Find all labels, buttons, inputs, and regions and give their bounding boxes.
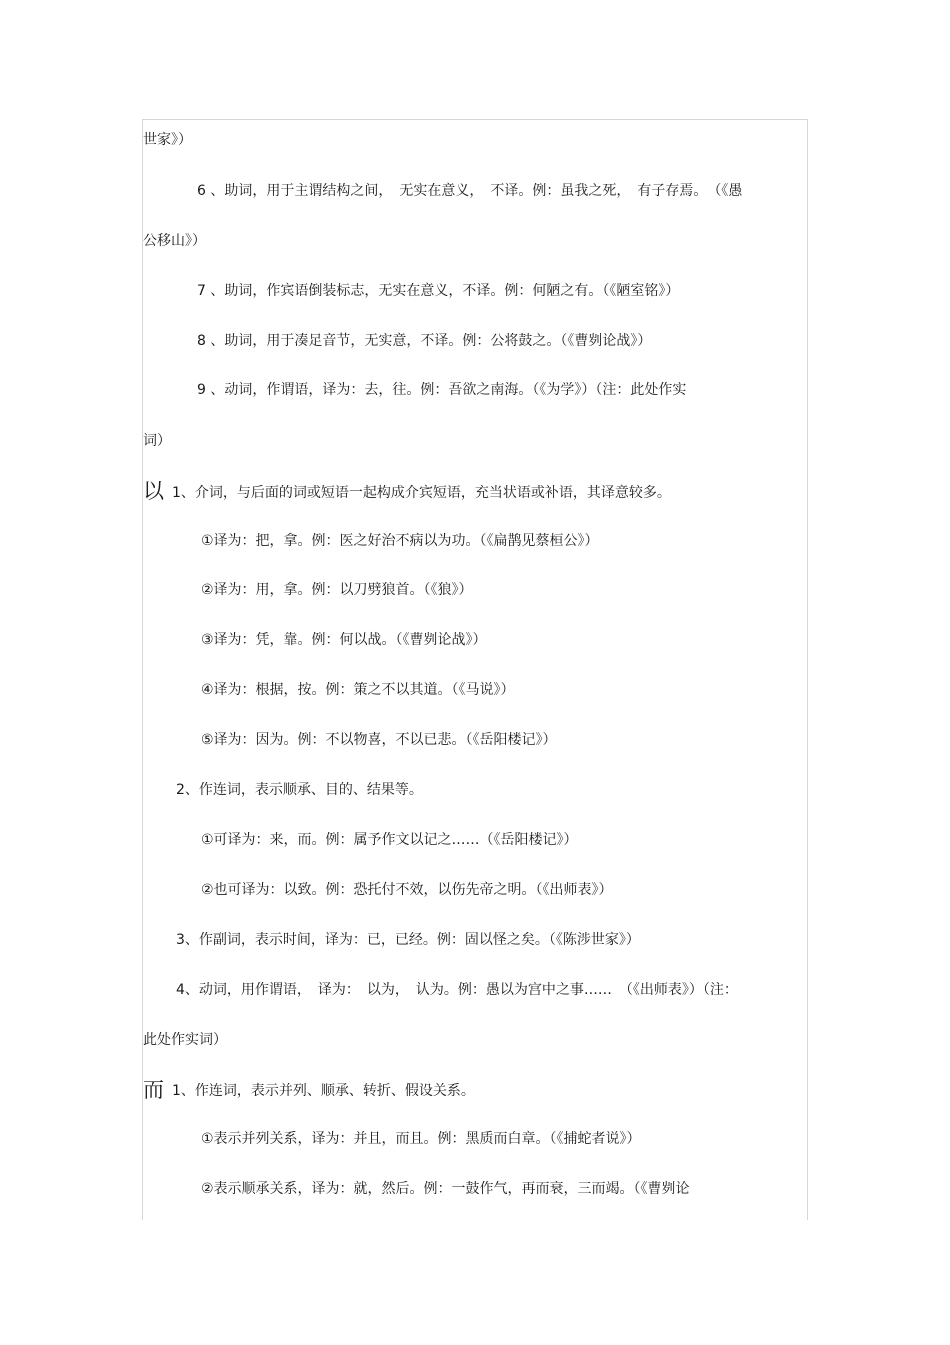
text-line: 3、作副词，表示时间，译为：已，已经。例：固以怪之矣。（《陈涉世家》） (176, 932, 640, 948)
text-line: 1、介词，与后面的词或短语一起构成介宾短语，充当状语或补语，其译意较多。 (172, 485, 671, 501)
text-line: ⑤译为：因为。例：不以物喜，不以已悲。（《岳阳楼记》） (201, 732, 557, 748)
text-line: ②也可译为：以致。例：恐托付不效，以伤先帝之明。（《出师表》） (201, 882, 613, 898)
text-line: ②译为：用，拿。例：以刀劈狼首。（《狼》） (201, 582, 473, 598)
text-line: 4、动词，用作谓语， 译为： 以为， 认为。例：愚以为宫中之事…… （《出师表》）（注： (176, 982, 738, 998)
text-line: ③译为：凭，靠。例：何以战。（《曹刿论战》） (201, 632, 487, 648)
text-line: 1、作连词，表示并列、顺承、转折、假设关系。 (172, 1083, 475, 1099)
text-line: 6 、助词，用于主谓结构之间， 无实在意义， 不译。例：虽我之死， 有子存焉。 （《愚 (197, 183, 743, 199)
headword-er: 而 (143, 1078, 164, 1102)
text-line: 公移山》） (143, 233, 206, 249)
text-line: 此处作实词） (143, 1032, 227, 1048)
text-line: 词） (143, 433, 171, 449)
text-line: ①表示并列关系，译为：并且，而且。例：黑质而白章。（《捕蛇者说》） (201, 1131, 641, 1147)
text-line: ④译为：根据，按。例：策之不以其道。（《马说》） (201, 682, 515, 698)
text-line: ①译为：把，拿。例：医之好治不病以为功。（《扁鹊见蔡桓公》） (201, 533, 599, 549)
text-line: 8 、助词，用于凑足音节，无实意，不译。例：公将鼓之。（《曹刿论战》） (197, 333, 652, 349)
text-line: 7 、助词，作宾语倒装标志，无实在意义，不译。例：何陋之有。（《陋室铭》） (197, 283, 680, 299)
headword-yi: 以 (143, 479, 164, 503)
text-line: ②表示顺承关系，译为：就，然后。例：一鼓作气，再而衰，三而竭。（《曹刿论 (201, 1181, 690, 1197)
text-line: 2、作连词，表示顺承、目的、结果等。 (176, 782, 423, 798)
text-line: ①可译为：来，而。例：属予作文以记之……（《岳阳楼记》） (201, 832, 578, 848)
text-line: 9 、动词，作谓语，译为：去，往。例：吾欲之南海。（《为学》）（注：此处作实 (197, 382, 687, 398)
text-line: 世家》） (143, 132, 192, 148)
